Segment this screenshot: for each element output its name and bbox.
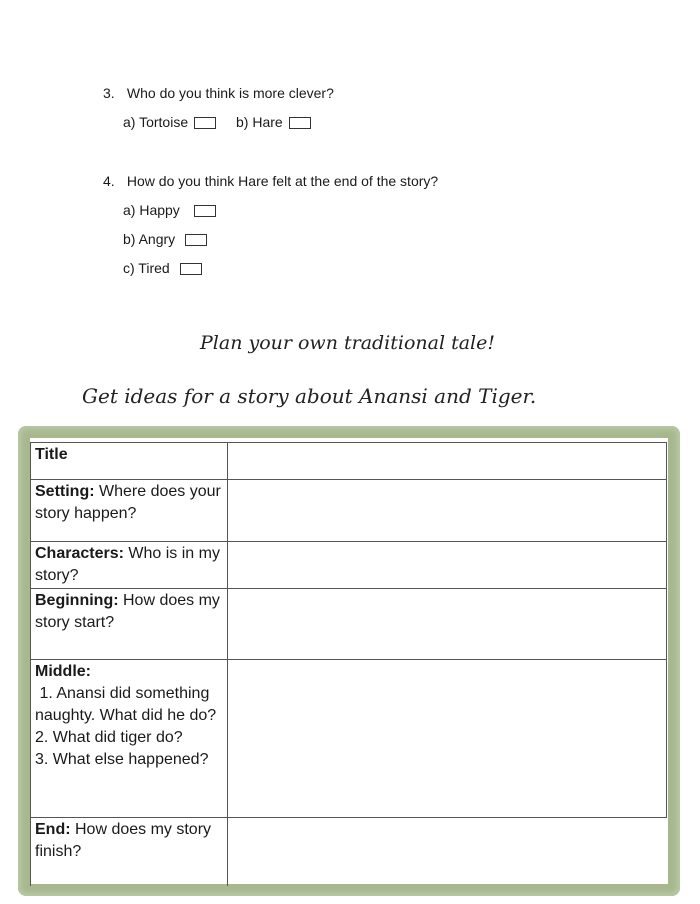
question-3-text: Who do you think is more clever?: [126, 85, 334, 101]
question-4-number: 4.: [103, 173, 115, 189]
option-label: a) Happy: [123, 202, 180, 218]
question-4: [103, 172, 438, 190]
answer-checkbox[interactable]: [180, 263, 202, 275]
plan-heading: Plan your own traditional tale!: [200, 332, 496, 354]
story-plan-table: [30, 442, 667, 886]
question-4-option-c[interactable]: [123, 259, 202, 277]
row-label-line: 1. Anansi did something naughty. What did he do?: [35, 685, 217, 724]
row-label: [31, 660, 228, 818]
question-3-option-b[interactable]: [236, 113, 311, 131]
row-label-line: 3. What else happened?: [35, 751, 209, 768]
row-label: [31, 443, 228, 480]
table-frame-inner: [30, 438, 668, 884]
option-label: b) Angry: [123, 231, 176, 247]
table-row-middle: [31, 660, 667, 818]
row-label-line: 2. What did tiger do?: [35, 729, 183, 746]
row-label-bold: Characters:: [35, 545, 124, 562]
option-label: c) Tired: [123, 260, 170, 276]
answer-cell-middle[interactable]: [228, 660, 667, 818]
row-label-text: How does my story finish?: [35, 821, 212, 860]
question-4-text: How do you think Hare felt at the end of the story?: [126, 173, 439, 189]
table-row-end: [31, 818, 667, 886]
table-row-characters: [31, 542, 667, 589]
question-4-option-a[interactable]: [123, 201, 216, 219]
question-3: [103, 84, 334, 102]
row-label-bold: Middle:: [35, 663, 91, 680]
row-label-bold: End:: [35, 821, 71, 838]
table-row-beginning: [31, 589, 667, 660]
table-row-title: [31, 443, 667, 480]
table-row-setting: [31, 480, 667, 542]
answer-checkbox[interactable]: [289, 117, 311, 129]
row-label-bold: Title: [35, 446, 68, 463]
answer-cell-setting[interactable]: [228, 480, 667, 542]
question-3-option-a[interactable]: [123, 113, 216, 131]
row-label-text: Who is in my story?: [35, 545, 220, 584]
row-label-text: How does my story start?: [35, 592, 220, 631]
answer-checkbox[interactable]: [185, 234, 207, 246]
table-frame: [18, 426, 680, 896]
option-label: a) Tortoise: [123, 114, 189, 130]
question-3-number: 3.: [103, 85, 115, 101]
answer-checkbox[interactable]: [194, 205, 216, 217]
answer-cell-beginning[interactable]: [228, 589, 667, 660]
answer-cell-title[interactable]: [228, 443, 667, 480]
row-label: [31, 480, 228, 542]
answer-cell-characters[interactable]: [228, 542, 667, 589]
option-label: b) Hare: [236, 114, 283, 130]
row-label-bold: Setting:: [35, 483, 95, 500]
row-label-text: Where does your story happen?: [35, 483, 221, 522]
row-label: [31, 542, 228, 589]
answer-cell-end[interactable]: [228, 818, 667, 886]
row-label: [31, 818, 228, 886]
ideas-heading: Get ideas for a story about Anansi and Tiger.: [82, 384, 537, 408]
question-4-option-b[interactable]: [123, 230, 207, 248]
row-label-bold: Beginning:: [35, 592, 119, 609]
row-label: [31, 589, 228, 660]
answer-checkbox[interactable]: [194, 117, 216, 129]
